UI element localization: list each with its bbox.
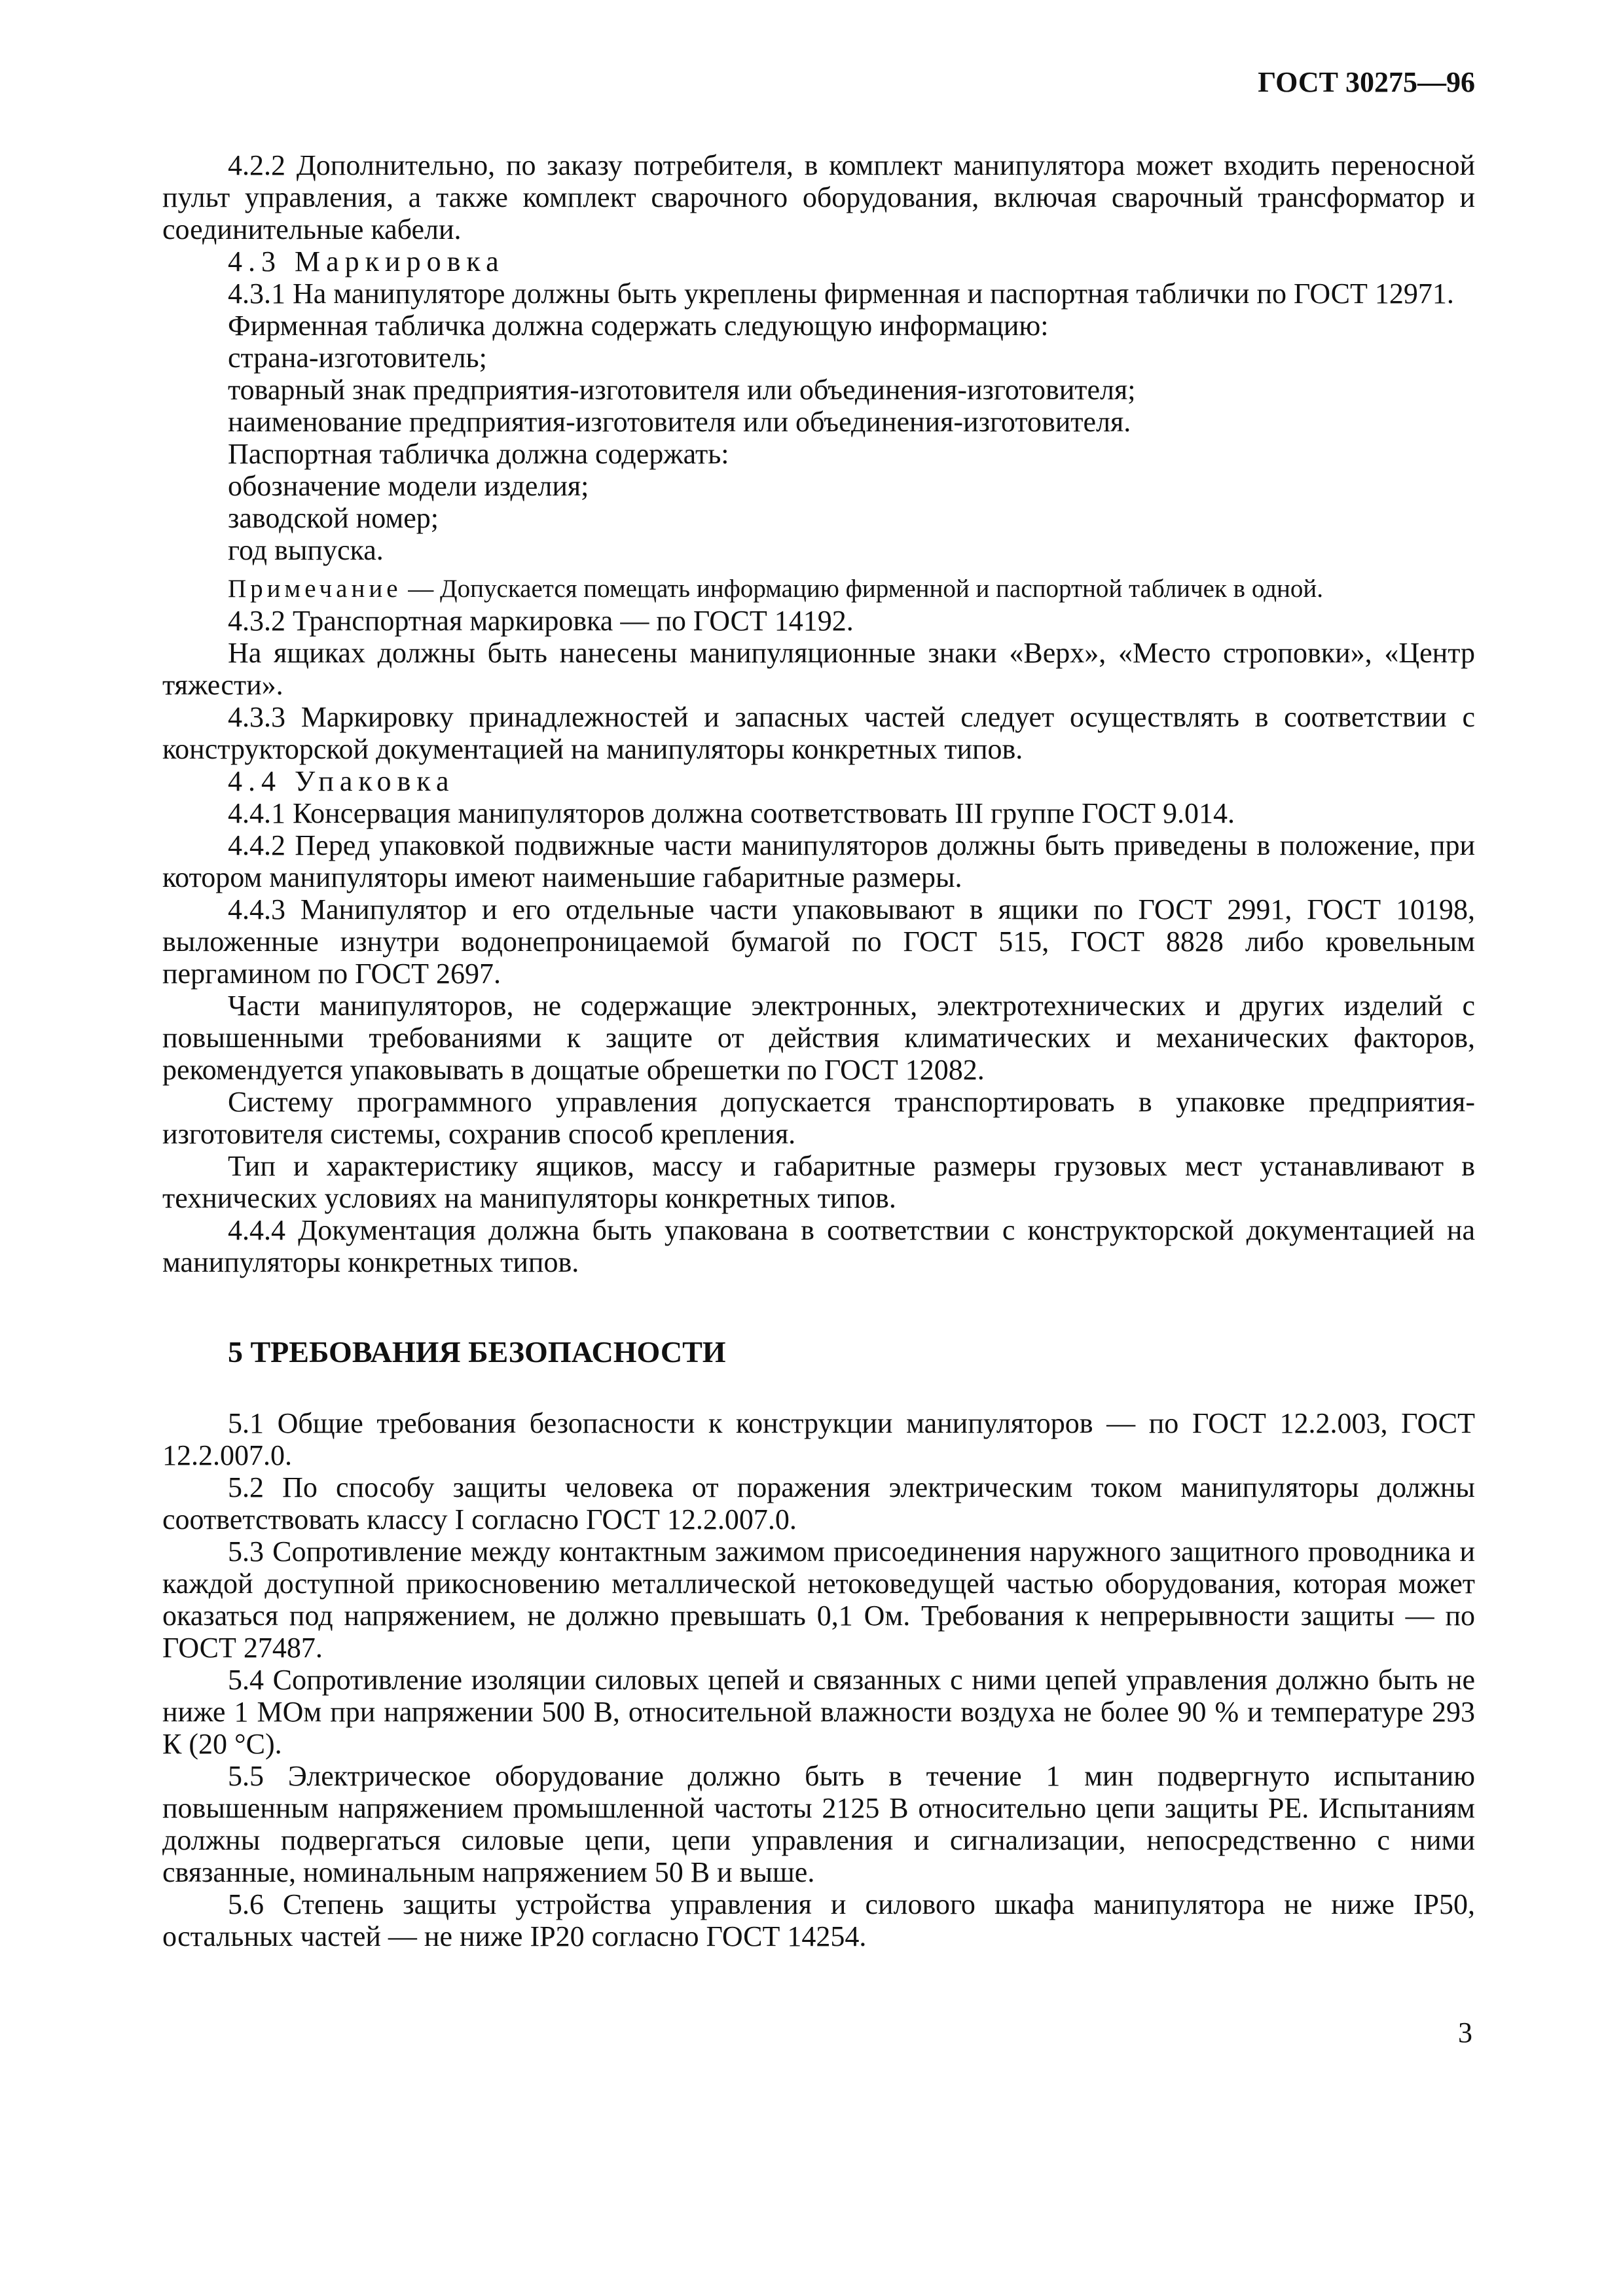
paragraph-4-4-3: 4.4.3 Манипулятор и его отдельные части упаковывают в ящики по ГОСТ 2991, ГОСТ 10198, выложенные изнутри водонепроницаемой бумагой по ГОСТ 515, ГОСТ 8828 либо кровельным пергамином по ГОСТ 2697. [162,893,1475,990]
paragraph-5-5: 5.5 Электрическое оборудование должно быть в течение 1 мин подвергнуто испытанию повышенным напряжением промышленной частоты 2125 В относительно цепи защиты РЕ. Испытаниям должны подвергаться силовые цепи, цепи управления и сигнализации, непосредственно с ними связанные, номинальным напряжением 50 В и выше. [162,1760,1475,1888]
document-code: ГОСТ 30275—96 [1258,66,1475,98]
subsection-heading-4-4: 4.4 Упаковка [228,765,455,797]
paragraph-5-2: 5.2 По способу защиты человека от поражения электрическим током манипуляторы должны соответствовать классу I согласно ГОСТ 12.2.007.0. [162,1471,1475,1535]
note-label: Примечание [228,575,402,603]
paragraph-4-3-3: 4.3.3 Маркировку принадлежностей и запасных частей следует осуществлять в соответствии с конструкторской документацией на манипуляторы конкретных типов. [162,701,1475,765]
paragraph-passport-plate-intro: Паспортная табличка должна содержать: [228,438,729,470]
paragraph-4-2-2: 4.2.2 Дополнительно, по заказу потребителя, в комплект манипулятора может входить переносной пульт управления, а также комплект сварочного оборудования, включая сварочный трансформатор и соединительные кабели. [162,149,1475,245]
page-number: 3 [1458,2017,1472,2049]
list-item: обозначение модели изделия; [228,470,589,502]
list-item: год выпуска. [228,534,384,566]
paragraph-4-4-3-boxes: Тип и характеристику ящиков, массу и габаритные размеры грузовых мест устанавливают в технических условиях на манипуляторы конкретных типов. [162,1150,1475,1214]
paragraph-4-3-2: 4.3.2 Транспортная маркировка — по ГОСТ 14192. [228,605,854,637]
section-title-5: 5 ТРЕБОВАНИЯ БЕЗОПАСНОСТИ [228,1335,726,1369]
list-item: товарный знак предприятия-изготовителя или объединения-изготовителя; [228,374,1136,406]
note-text: — Допускается помещать информацию фирменной и паспортной табличек в одной. [408,575,1324,603]
paragraph-5-6: 5.6 Степень защиты устройства управления и силового шкафа манипулятора не ниже IP50, остальных частей — не ниже IP20 согласно ГОСТ 14254. [162,1888,1475,1952]
document-body [162,149,1475,1952]
paragraph-4-4-3-control-system: Систему программного управления допускается транспортировать в упаковке предприятия-изготовителя системы, сохранив способ крепления. [162,1086,1475,1150]
note [162,573,1475,605]
paragraph-5-3: 5.3 Сопротивление между контактным зажимом присоединения наружного защитного проводника и каждой доступной прикосновению металлической нетоковедущей частью оборудования, которая может оказаться под напряжением, не должно превышать 0,1 Ом. Требования к непрерывности защиты — по ГОСТ 27487. [162,1535,1475,1664]
list-item: наименование предприятия-изготовителя или объединения-изготовителя. [228,406,1131,438]
paragraph-4-3-1: 4.3.1 На манипуляторе должны быть укреплены фирменная и паспортная таблички по ГОСТ 12971. [228,278,1454,310]
paragraph-firm-plate-intro: Фирменная табличка должна содержать следующую информацию: [228,310,1049,342]
paragraph-5-1: 5.1 Общие требования безопасности к конструкции манипуляторов — по ГОСТ 12.2.003, ГОСТ 12.2.007.0. [162,1407,1475,1471]
list-item: заводской номер; [228,502,439,534]
subsection-heading-4-3: 4.3 Маркировка [228,245,505,278]
paragraph-4-4-3-parts: Части манипуляторов, не содержащие электронных, электротехнических и других изделий с повышенными требованиями к защите от действия климатических и механических факторов, рекомендуется упаковывать в дощатые обрешетки по ГОСТ 12082. [162,990,1475,1086]
paragraph-4-4-1: 4.4.1 Консервация манипуляторов должна соответствовать III группе ГОСТ 9.014. [228,797,1235,829]
paragraph-5-4: 5.4 Сопротивление изоляции силовых цепей и связанных с ними цепей управления должно быть не ниже 1 МОм при напряжении 500 В, относительной влажности воздуха не более 90 % и температуре 293 К (20 °С). [162,1664,1475,1760]
paragraph-4-3-2-signs: На ящиках должны быть нанесены манипуляционные знаки «Верх», «Место строповки», «Центр тяжести». [162,637,1475,701]
paragraph-4-4-2: 4.4.2 Перед упаковкой подвижные части манипуляторов должны быть приведены в положение, при котором манипуляторы имеют наименьшие габаритные размеры. [162,829,1475,893]
paragraph-4-4-4: 4.4.4 Документация должна быть упакована в соответствии с конструкторской документацией на манипуляторы конкретных типов. [162,1214,1475,1278]
list-item: страна-изготовитель; [228,342,487,374]
